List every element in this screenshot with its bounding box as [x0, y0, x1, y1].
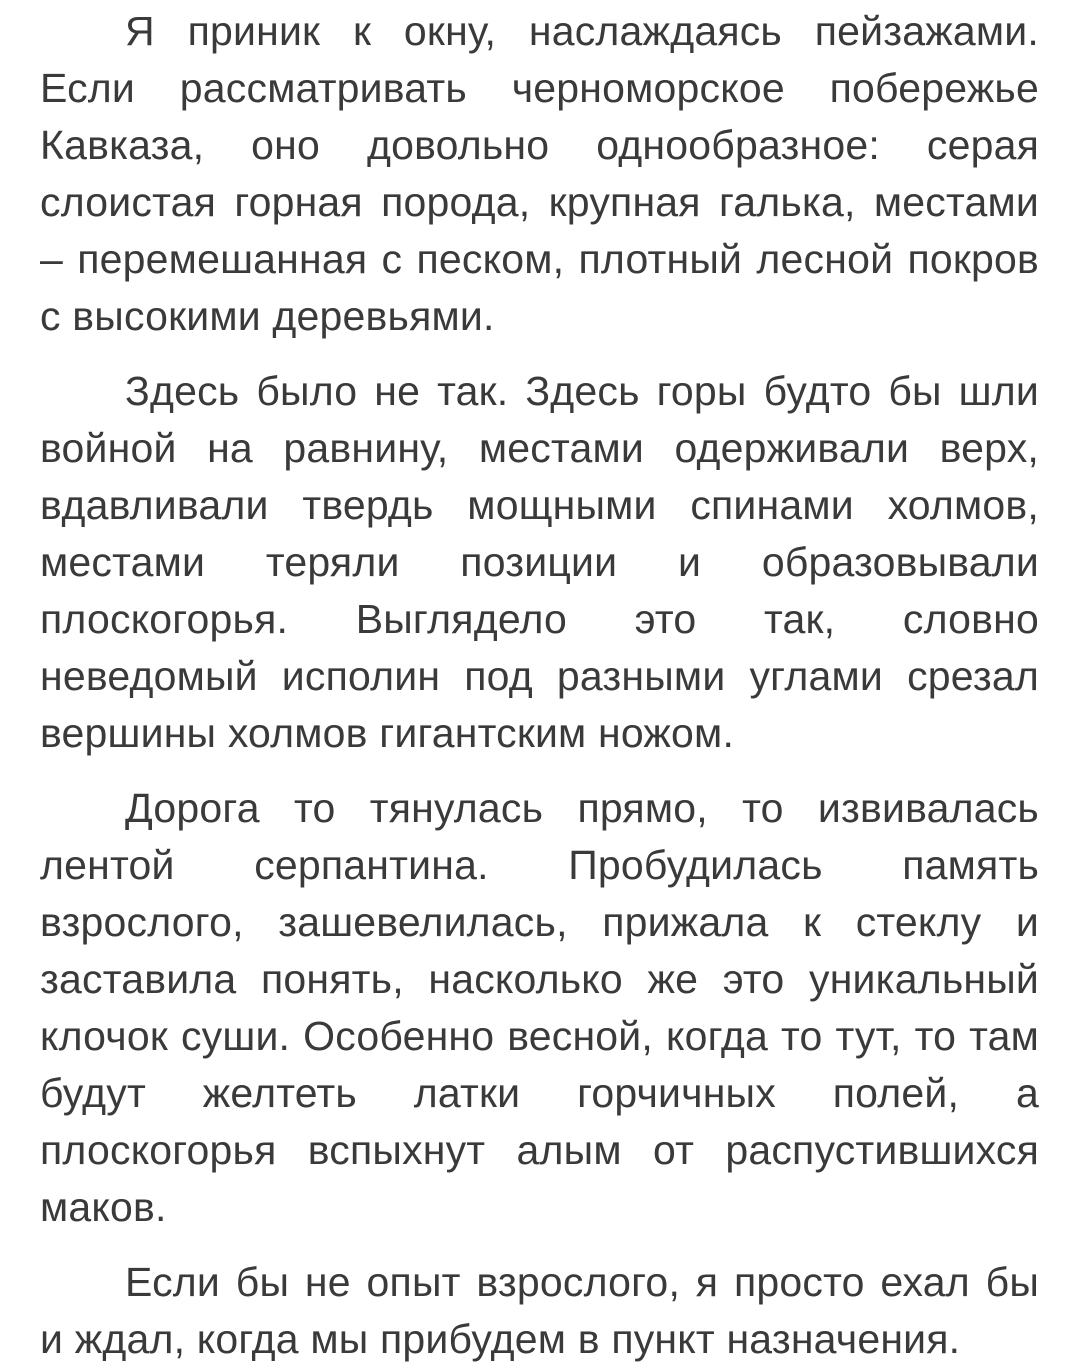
paragraph-4: Если бы не опыт взрослого, я просто ехал бы и ждал, когда мы прибудем в пункт назначения.: [40, 1259, 1039, 1362]
paragraph-3: Дорога то тянулась прямо, то извивалась лентой серпантина. Пробудилась память взрослого, зашевелилась, прижала к стеклу и заставила понять, насколько же это уникальный клочок суши. Особенно весной, когда то тут, то там будут желтеть латки горчичных полей, а плоскогорья вспыхнут алым от распустившихся маков.: [40, 785, 1039, 1230]
paragraph-2: Здесь было не так. Здесь горы будто бы шли войной на равнину, местами одерживали верх, вдавливали твердь мощными спинами холмов, местами теряли позиции и образовывали плоскогорья. Выглядело это так, словно неведомый исполин под разными углами срезал вершины холмов гигантским ножом.: [40, 368, 1039, 756]
paragraph-1: Я приник к окну, наслаждаясь пейзажами. Если рассматривать черноморское побережье Кавказа, оно довольно однообразное: серая слоистая горная порода, крупная галька, местами – перемешанная с песком, плотный лесной покров с высокими деревьями.: [40, 8, 1039, 339]
reader-text-area: [40, 0, 1039, 1368]
